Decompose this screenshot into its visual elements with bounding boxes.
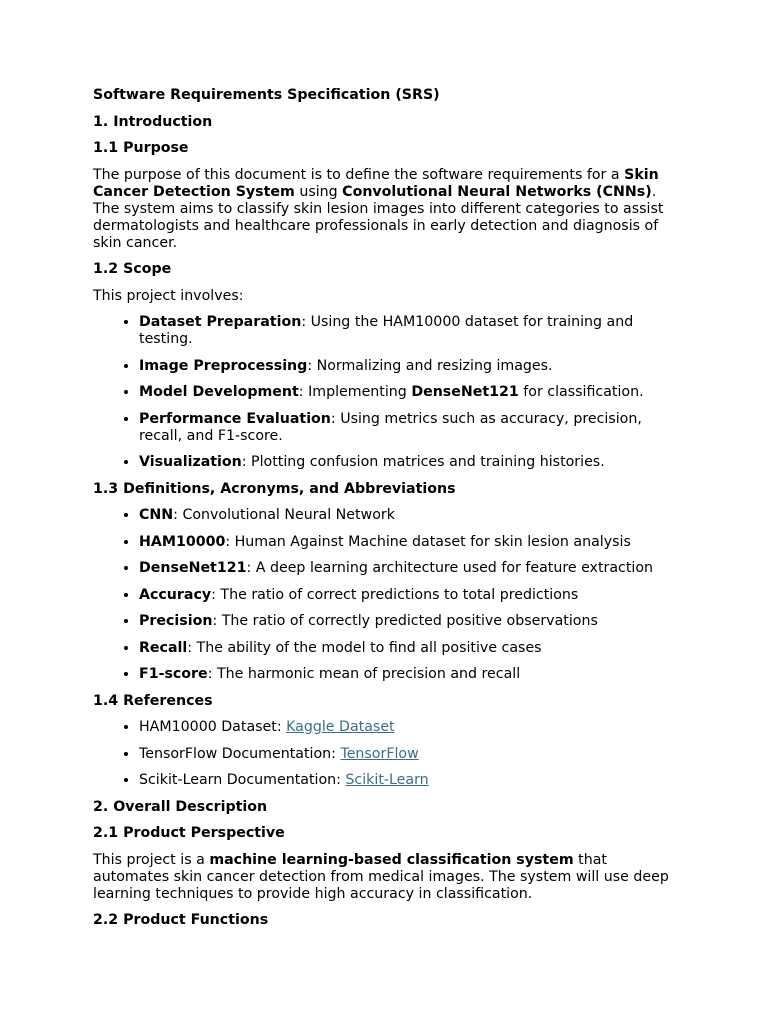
scope-intro: This project involves: — [93, 287, 244, 304]
scikit-learn-link[interactable]: Scikit-Learn — [345, 772, 429, 788]
definition-text: : Convolutional Neural Network — [173, 507, 395, 523]
scope-list — [93, 314, 683, 471]
scope-text: : Using the HAM10000 dataset for training and testing. — [139, 314, 634, 347]
definition-term: HAM10000 — [139, 533, 226, 550]
purpose-text-1: The purpose of this document is to define the software requirements for a — [93, 166, 625, 183]
list-item — [139, 640, 683, 657]
perspective-paragraph — [93, 852, 683, 903]
reference-label: TensorFlow Documentation: — [139, 745, 341, 762]
functions-heading: 2.2 Product Functions — [93, 912, 269, 928]
perspective-heading: 2.1 Product Perspective — [93, 825, 285, 841]
tensorflow-link[interactable]: TensorFlow — [340, 745, 419, 762]
list-item — [139, 587, 683, 604]
purpose-text-2: using — [294, 183, 343, 200]
list-item — [139, 507, 683, 524]
definition-text: : The ratio of correctly predicted positive observations — [212, 613, 598, 629]
purpose-heading: 1.1 Purpose — [93, 140, 189, 156]
list-item — [139, 411, 683, 445]
definition-text: : Human Against Machine dataset for skin lesion analysis — [225, 533, 631, 550]
perspective-text-2: that automates skin cancer detection from medical images. The system will use deep learning techniques to provide high accuracy in classification. — [93, 851, 669, 902]
definitions-list — [93, 507, 683, 683]
list-item — [139, 746, 683, 763]
purpose-paragraph — [93, 167, 683, 252]
kaggle-dataset-link[interactable]: Kaggle Dataset — [286, 719, 395, 735]
list-item — [139, 534, 683, 551]
scope-text: : Normalizing and resizing images. — [307, 357, 553, 374]
scope-text: : Implementing — [298, 384, 412, 400]
definition-text: : The harmonic mean of precision and recall — [207, 666, 521, 682]
list-item — [139, 772, 683, 789]
definition-term: Precision — [139, 613, 213, 629]
scope-term: Visualization — [139, 454, 242, 470]
references-heading: 1.4 References — [93, 692, 213, 709]
list-item — [139, 719, 683, 736]
perspective-text-1: This project is a — [93, 851, 210, 868]
perspective-bold: machine learning-based classification system — [209, 851, 574, 868]
list-item — [139, 358, 683, 375]
scope-term: Dataset Preparation — [139, 314, 302, 330]
list-item — [139, 666, 683, 683]
scope-text: : Using metrics such as accuracy, precision, recall, and F1-score. — [139, 410, 642, 444]
scope-term-densenet: DenseNet121 — [411, 384, 519, 400]
definition-text: : The ratio of correct predictions to total predictions — [211, 586, 579, 603]
document-content — [93, 87, 683, 939]
list-item — [139, 384, 683, 401]
scope-text: for classification. — [518, 384, 644, 400]
purpose-bold-system: Skin Cancer Detection System — [93, 166, 659, 200]
definition-term: Accuracy — [139, 586, 212, 603]
list-item — [139, 560, 683, 577]
scope-term: Performance Evaluation — [139, 410, 331, 427]
definitions-heading: 1.3 Definitions, Acronyms, and Abbreviations — [93, 480, 456, 497]
definition-term: CNN — [139, 507, 174, 523]
list-item — [139, 454, 683, 471]
document-title: Software Requirements Specification (SRS) — [93, 87, 440, 103]
scope-text: : Plotting confusion matrices and training histories. — [241, 454, 605, 470]
purpose-bold-cnn: Convolutional Neural Networks (CNNs) — [342, 183, 652, 200]
definition-text: : The ability of the model to find all positive cases — [187, 639, 542, 656]
reference-label: HAM10000 Dataset: — [139, 719, 287, 735]
section-overall-heading: 2. Overall Description — [93, 798, 268, 815]
section-introduction-heading: 1. Introduction — [93, 113, 213, 130]
scope-term: Model Development — [139, 384, 299, 400]
list-item — [139, 314, 683, 348]
list-item — [139, 613, 683, 630]
reference-label: Scikit-Learn Documentation: — [139, 772, 346, 788]
scope-heading: 1.2 Scope — [93, 261, 172, 277]
definition-term: Recall — [139, 639, 188, 656]
definition-term: F1-score — [139, 666, 208, 682]
references-list — [93, 719, 683, 789]
definition-term: DenseNet121 — [139, 560, 247, 576]
scope-term: Image Preprocessing — [139, 357, 308, 374]
definition-text: : A deep learning architecture used for feature extraction — [246, 560, 654, 576]
purpose-text-3: . The system aims to classify skin lesion images into different categories to assist dermatologists and healthcare professionals in early detection and diagnosis of skin cancer. — [93, 183, 664, 251]
